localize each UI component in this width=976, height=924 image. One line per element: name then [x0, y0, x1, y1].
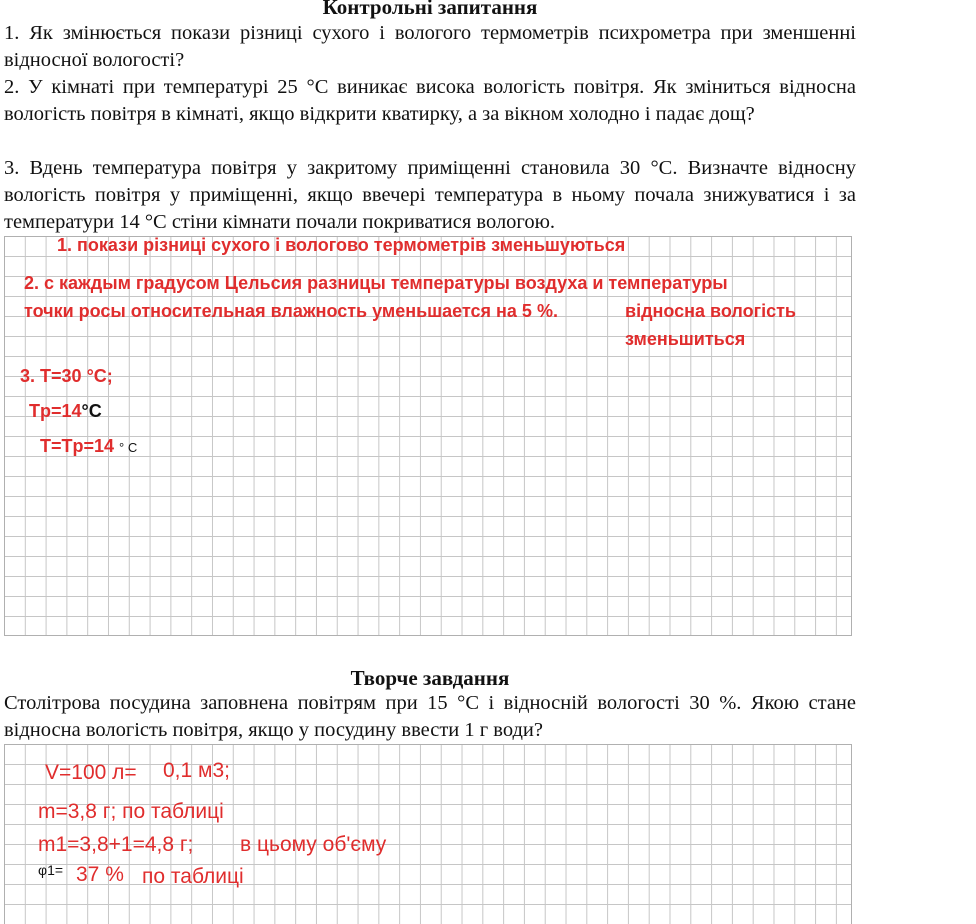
question-1: 1. Як змінюється покази різниці сухого і вологого термометрів психрометра при зменшенні відносної вологості? [4, 22, 856, 71]
question-3: 3. Вдень температура повітря у закритому приміщенні становила 30 °С. Визначте відносну вологість повітря у приміщенні, якщо ввечері температура в ньому почала знижуватися і за температури 14 °С стіни кімнати почали покриватися вологою. [4, 157, 856, 233]
answer-3-dew-point-unit: °C [81, 401, 102, 421]
creative-answer-phi-note: по таблиці [142, 865, 244, 888]
creative-answer-phi-label: φ1= [38, 862, 64, 878]
answer-3-temperature-unit: °C; [86, 366, 113, 386]
question-2: 2. У кімнаті при температурі 25 °С виникає висока вологість повітря. Як зміниться відносна вологість повітря в кімнаті, якщо відкрити кватирку, а за вікном холодно і падає дощ? [4, 76, 856, 125]
answer-3-temperature: 3. T=30 °C; [20, 366, 113, 386]
creative-answer-phi-value: 37 % [76, 863, 124, 886]
creative-answer-mass-1: m1=3,8+1=4,8 г; [38, 833, 194, 856]
creative-task-title: Творче завдання [350, 666, 510, 690]
answer-2-line-1: 2. с каждым градусом Цельсия разницы температуры воздуха и температуры [24, 273, 728, 293]
answer-2-line-2: точки росы относительная влажность уменьшается на 5 %. [24, 301, 558, 321]
creative-answer-mass-1-note: в цьому об'єму [240, 833, 387, 856]
answer-3-equation-unit: ° C [119, 440, 138, 455]
control-questions-title: Контрольні запитання [322, 0, 538, 19]
creative-task-text: Столітрова посудина заповнена повітрям при 15 °С і відносній вологості 30 %. Якою стане відносна вологість повітря, якщо у посудину ввести 1 г води? [4, 692, 856, 741]
answer-2-extra-2: зменьшиться [625, 329, 746, 349]
creative-answer-volume-value: 0,1 м3; [163, 759, 230, 782]
creative-answer-mass: m=3,8 г; по таблиці [38, 800, 224, 823]
answer-3-dew-point: Tp=14°C [29, 401, 102, 421]
creative-answer-volume: V=100 л= [45, 761, 137, 784]
answer-1: 1. покази різниці сухого і вологово термометрів зменьшуються [57, 235, 626, 255]
answer-2-extra-1: відносна вологість [625, 301, 796, 321]
answer-3-equation: T=Tp=14 ° C [40, 436, 138, 456]
